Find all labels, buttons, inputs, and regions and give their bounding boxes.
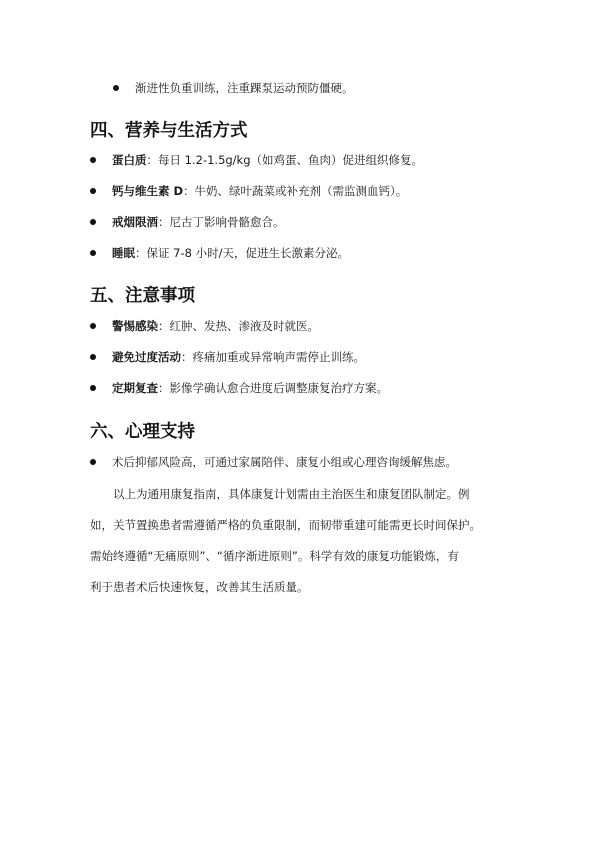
list-item-text: 术后抑郁风险高，可通过家属陪伴、康复小组或心理咨询缓解焦虑。: [112, 455, 457, 469]
bullet-icon: [90, 354, 96, 360]
closing-paragraph-line: 需始终遵循“无痛原则”、“循序渐进原则”。科学有效的康复功能锻炼，有: [90, 549, 459, 563]
bullet-icon: [113, 85, 119, 91]
section-heading-psychological-support: 六、心理支持: [90, 422, 195, 442]
list-item-text: ：牛奶、绿叶蔬菜或补充剂（需监测血钙）。: [183, 184, 408, 198]
list-item: [90, 319, 319, 333]
list-item-text: ：尼古丁影响骨骼愈合。: [158, 215, 285, 229]
list-item-term: 警惕感染: [112, 319, 158, 333]
section-heading-precautions: 五、注意事项: [90, 286, 195, 306]
bullet-icon: [90, 157, 96, 163]
list-item: [90, 381, 388, 395]
closing-paragraph-line: 利于患者术后快速恢复，改善其生活质量。: [90, 580, 309, 594]
bullet-icon: [90, 219, 96, 225]
bullet-icon: [90, 323, 96, 329]
list-item: [90, 246, 349, 260]
list-item: [90, 350, 365, 364]
closing-paragraph-line: 如，关节置换患者需遵循严格的负重限制，而韧带重建可能需更长时间保护。: [90, 518, 481, 532]
list-item-text: ：每日 1.2-1.5g/kg（如鸡蛋、鱼肉）促进组织修复。: [146, 153, 424, 167]
section-heading-nutrition: 四、营养与生活方式: [90, 121, 248, 141]
list-item-text: ：红肿、发热、渗液及时就医。: [158, 319, 319, 333]
list-item-term: 睡眠: [112, 246, 135, 260]
list-item: [90, 215, 285, 229]
bullet-icon: [90, 385, 96, 391]
list-item: [90, 184, 407, 198]
list-item-text: 渐进性负重训练，注重踝泵运动预防僵硬。: [135, 81, 354, 95]
list-item-text: ：影像学确认愈合进度后调整康复治疗方案。: [158, 381, 388, 395]
bullet-icon: [90, 459, 96, 465]
list-item-term: 避免过度活动: [112, 350, 181, 364]
list-item-text: ：保证 7-8 小时/天，促进生长激素分泌。: [135, 246, 349, 260]
list-item-text: ：疼痛加重或异常响声需停止训练。: [181, 350, 365, 364]
list-item-term: 蛋白质: [112, 153, 147, 167]
closing-paragraph-line: 以上为通用康复指南，具体康复计划需由主治医生和康复团队制定。例: [113, 487, 470, 501]
list-item-term: 戒烟限酒: [112, 215, 158, 229]
list-item-term: 钙与维生素 D: [112, 184, 184, 198]
list-item: [113, 81, 354, 95]
list-item-term: 定期复查: [112, 381, 158, 395]
list-item: [90, 153, 423, 167]
bullet-icon: [90, 188, 96, 194]
list-item: [90, 455, 457, 469]
bullet-icon: [90, 250, 96, 256]
